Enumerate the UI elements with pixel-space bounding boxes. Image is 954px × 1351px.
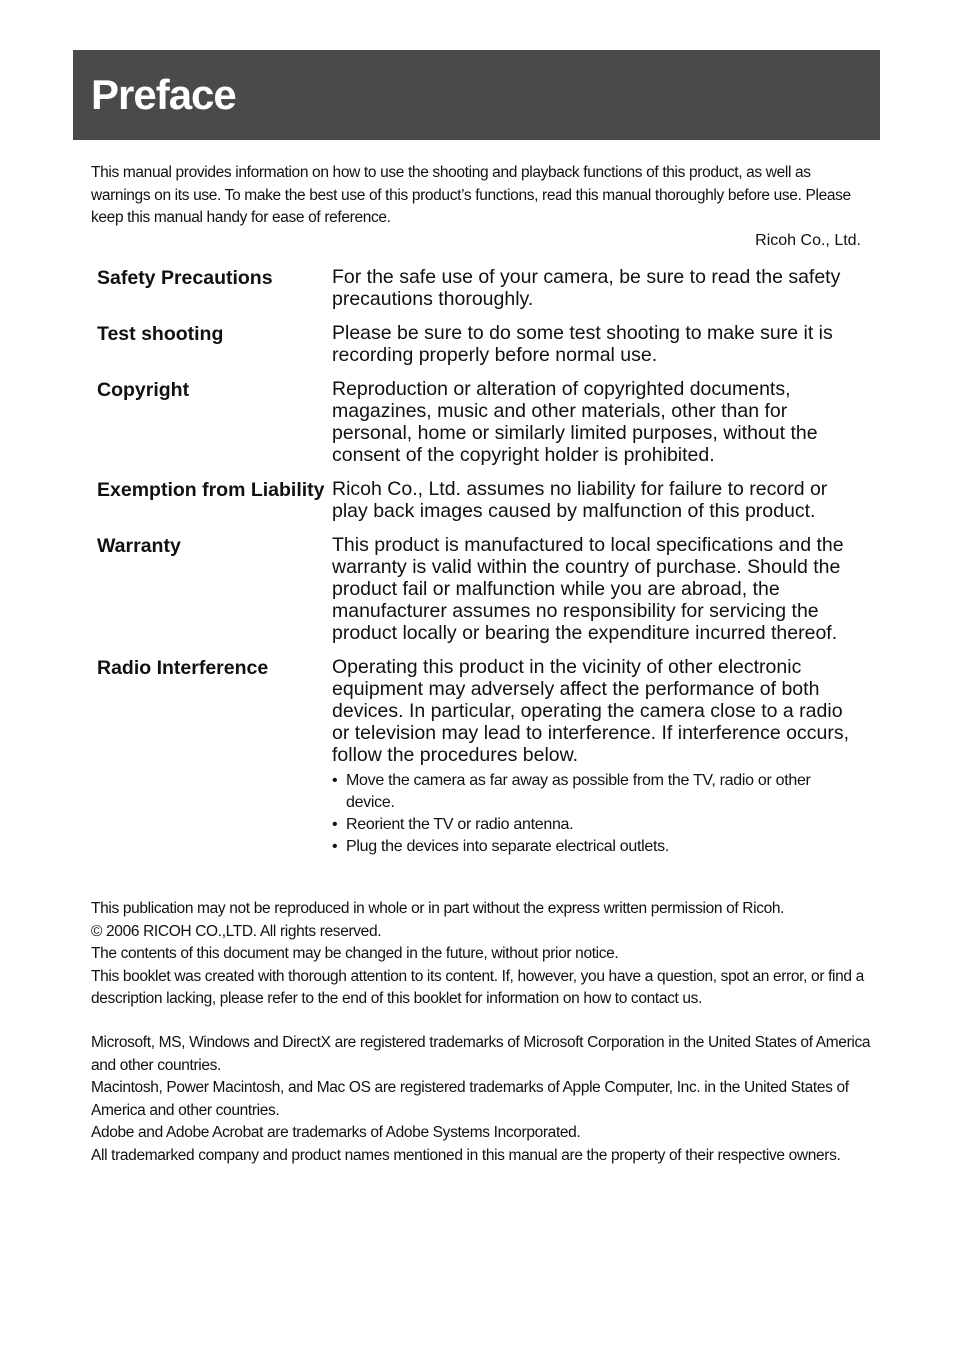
copyright-notice: © 2006 RICOH CO.,LTD. All rights reserved. xyxy=(91,922,382,940)
term-description: Reproduction or alteration of copyrighted documents, magazines, music and other materials, other than for personal, home or similarly limited purposes, without the consent of the copyright holder is prohibited. xyxy=(332,378,818,466)
trademark-line: Adobe and Adobe Acrobat are trademarks of Adobe Systems Incorporated. xyxy=(91,1124,581,1141)
term-label: Exemption from Liability xyxy=(97,479,325,501)
trademark-line: Microsoft, MS, Windows and DirectX are registered trademarks of Microsoft Corporation in the United States of America and other countries. xyxy=(91,1034,871,1074)
term-row xyxy=(91,266,863,322)
publication-notice: This publication may not be reproduced in whole or in part without the express written permission of Ricoh. xyxy=(91,900,785,917)
term-description: Please be sure to do some test shooting to make sure it is recording properly before normal use. xyxy=(332,322,833,366)
term-label: Radio Interference xyxy=(97,657,269,679)
trademark-line: All trademarked company and product names mentioned in this manual are the property of their respective owners. xyxy=(91,1146,841,1164)
term-description: For the safe use of your camera, be sure to read the safety precautions thoroughly. xyxy=(332,266,841,310)
term-row xyxy=(91,656,863,870)
term-description xyxy=(332,656,863,870)
term-row xyxy=(91,534,863,656)
radio-interference-text: Operating this product in the vicinity of other electronic equipment may adversely affect the performance of both devices. In particular, operating the camera close to a radio or television may lead to interference. If interference occurs, follow the procedures below. xyxy=(332,656,849,766)
page-title: Preface xyxy=(91,71,236,118)
intro-signature: Ricoh Co., Ltd. xyxy=(755,232,861,249)
term-label: Test shooting xyxy=(97,323,224,345)
list-item: • Plug the devices into separate electrical outlets. xyxy=(332,836,863,858)
term-description: Ricoh Co., Ltd. assumes no liability for failure to record or play back images caused by malfunction of this product. xyxy=(332,478,828,522)
legal-notice xyxy=(91,898,871,1011)
radio-bullet-list xyxy=(332,770,863,858)
list-item: • Move the camera as far away as possible from the TV, radio or other device. xyxy=(332,770,863,814)
trademark-notice xyxy=(91,1032,871,1167)
trademark-line: Macintosh, Power Macintosh, and Mac OS are registered trademarks of Apple Computer, Inc. in the United States of America and other countries. xyxy=(91,1079,849,1119)
intro-text: This manual provides information on how to use the shooting and playback functions of this product, as well as warnings on its use. To make the best use of this product’s functions, read this manual thoroughly before use. Please keep this manual handy for ease of reference. xyxy=(91,164,851,226)
intro-paragraph xyxy=(91,162,871,230)
term-row xyxy=(91,478,863,534)
term-description: This product is manufactured to local specifications and the warranty is valid within the country of purchase. Should the product fail or malfunction while you are abroad, the manufacturer assumes no responsibility for servicing the product locally or bearing the expenditure incurred thereof. xyxy=(332,534,844,644)
changes-notice: The contents of this document may be changed in the future, without prior notice. xyxy=(91,945,619,962)
title-banner xyxy=(73,50,880,140)
term-label: Safety Precautions xyxy=(97,267,273,289)
term-label: Copyright xyxy=(97,379,190,401)
term-row xyxy=(91,378,863,478)
terms-table xyxy=(91,266,863,870)
list-item: • Reorient the TV or radio antenna. xyxy=(332,814,863,836)
term-row xyxy=(91,322,863,378)
booklet-notice: This booklet was created with thorough attention to its content. If, however, you have a question, spot an error, or find a description lacking, please refer to the end of this booklet for information on how to contact us. xyxy=(91,967,864,1007)
term-label: Warranty xyxy=(97,535,181,557)
